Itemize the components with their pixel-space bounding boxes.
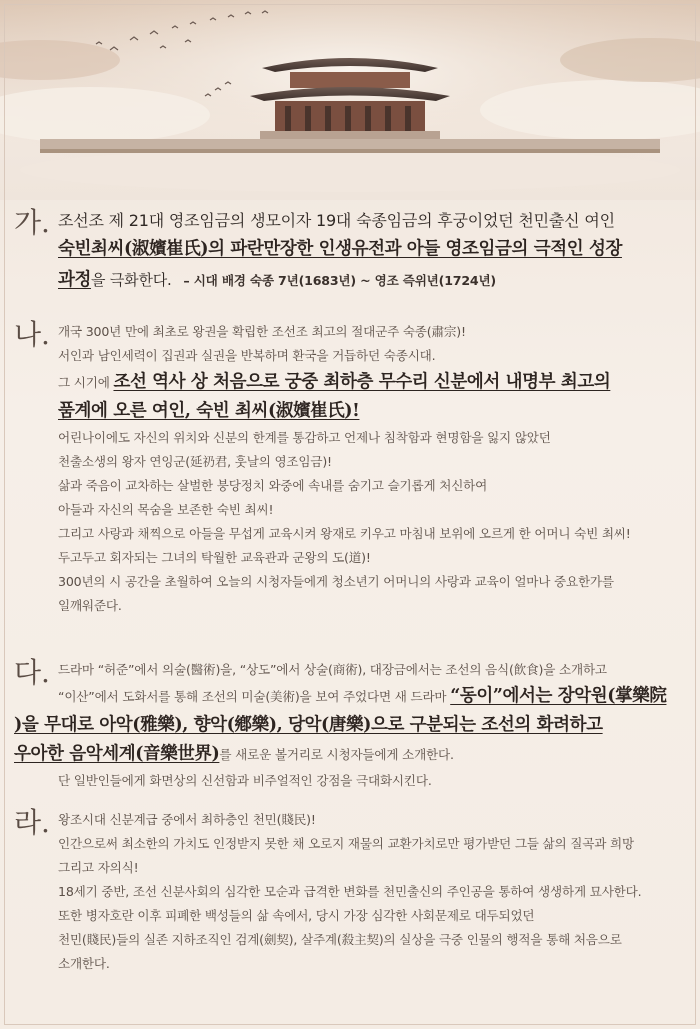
highlight-text: 우아한 음악세계(音樂世界) xyxy=(14,744,220,764)
highlight-text: 과정 xyxy=(58,270,92,290)
text-line: 그리고 사랑과 채찍으로 아들을 무섭게 교육시켜 왕재로 키우고 마침내 보위에 오르게 한 어머니 숙빈 최씨! xyxy=(58,526,631,541)
text-line: 단 일반인들에게 화면상의 신선함과 비주얼적인 강점을 극대화시킨다. xyxy=(58,773,432,788)
period-note: – 시대 배경 숙종 7년(1683년) ~ 영조 즉위년(1724년) xyxy=(183,273,496,288)
highlight-text: 조선 역사 상 처음으로 궁중 최하층 무수리 신분에서 내명부 최고의 xyxy=(113,372,611,392)
text-line: 그리고 자의식! xyxy=(58,860,139,875)
text-line: 또한 병자호란 이후 피폐한 백성들의 삶 속에서, 당시 가장 심각한 사회문제로 대두되었던 xyxy=(58,908,535,923)
text-line: 그 시기에 xyxy=(58,375,114,390)
text-line: 개국 300년 만에 최초로 왕권을 확립한 조선조 최고의 절대군주 숙종(肅宗)! xyxy=(58,324,466,339)
text-line: 일깨워준다. xyxy=(58,598,122,613)
section-marker: 라. xyxy=(14,806,50,839)
text-line: 천민(賤民)들의 실존 지하조직인 검계(劍契), 살주계(殺主契)의 실상을 극중 인물의 행적을 통해 처음으로 xyxy=(58,932,622,947)
palace-illustration xyxy=(0,0,700,200)
text-line: 서인과 남인세력이 집권과 실권을 반복하며 환국을 거듭하던 숙종시대. xyxy=(58,348,436,363)
text-line: 조선조 제 21대 영조임금의 생모이자 19대 숙종임금의 후궁이었던 천민출신 여인 xyxy=(58,211,615,230)
section-marker: 가. xyxy=(14,206,50,239)
highlight-text: 숙빈최씨(淑嬪崔氏)의 파란만장한 인생유전과 아들 영조임금의 극적인 성장 xyxy=(58,239,622,259)
text-line: 소개한다. xyxy=(58,956,110,971)
text-line: 삶과 죽음이 교차하는 살벌한 붕당정치 와중에 속내를 숨기고 슬기롭게 처신하여 xyxy=(58,478,488,493)
text-line: 을 극화한다. xyxy=(91,271,172,289)
highlight-text: “동이”에서는 장악원(掌樂院 xyxy=(450,686,667,706)
text-line: 300년의 시 공간을 초월하여 오늘의 시청자들에게 청소년기 어머니의 사랑과 교육이 얼마나 중요한가를 xyxy=(58,574,614,589)
text-line: 어린나이에도 자신의 위치와 신분의 한계를 통감하고 언제나 침착함과 현명함을 잃지 않았던 xyxy=(58,430,551,445)
text-line: 드라마 “허준”에서 의술(醫術)을, “상도”에서 상술(商術), 대장금에서는 조선의 음식(飮食)을 소개하고 xyxy=(58,662,607,677)
text-line: 인간으로써 최소한의 가치도 인정받지 못한 채 오로지 재물의 교환가치로만 평가받던 그들 삶의 질곡과 희망 xyxy=(58,836,634,851)
section-marker: 나. xyxy=(14,318,50,351)
text-line: 두고두고 회자되는 그녀의 탁월한 교육관과 군왕의 도(道)! xyxy=(58,550,371,565)
highlight-text: 품계에 오른 여인, 숙빈 최씨(淑嬪崔氏)! xyxy=(58,401,360,421)
text-line: 천출소생의 왕자 연잉군(延礽君, 훗날의 영조임금)! xyxy=(58,454,332,469)
highlight-text: )을 무대로 아악(雅樂), 향악(鄕樂), 당악(唐樂)으로 구분되는 조선의 화려하고 xyxy=(14,715,603,735)
text-line: 왕조시대 신분계급 중에서 최하층인 천민(賤民)! xyxy=(58,812,316,827)
text-line: 를 새로운 볼거리로 시청자들에게 소개한다. xyxy=(219,747,454,762)
text-line: 아들과 자신의 목숨을 보존한 숙빈 최씨! xyxy=(58,502,274,517)
text-line: 18세기 중반, 조선 신분사회의 심각한 모순과 급격한 변화를 천민출신의 주인공을 통하여 생생하게 묘사한다. xyxy=(58,884,642,899)
section-marker: 다. xyxy=(14,656,50,689)
text-line: “이산”에서 도화서를 통해 조선의 미술(美術)을 보여 주었다면 새 드라마 xyxy=(58,689,451,704)
palace-header-image xyxy=(0,0,700,200)
